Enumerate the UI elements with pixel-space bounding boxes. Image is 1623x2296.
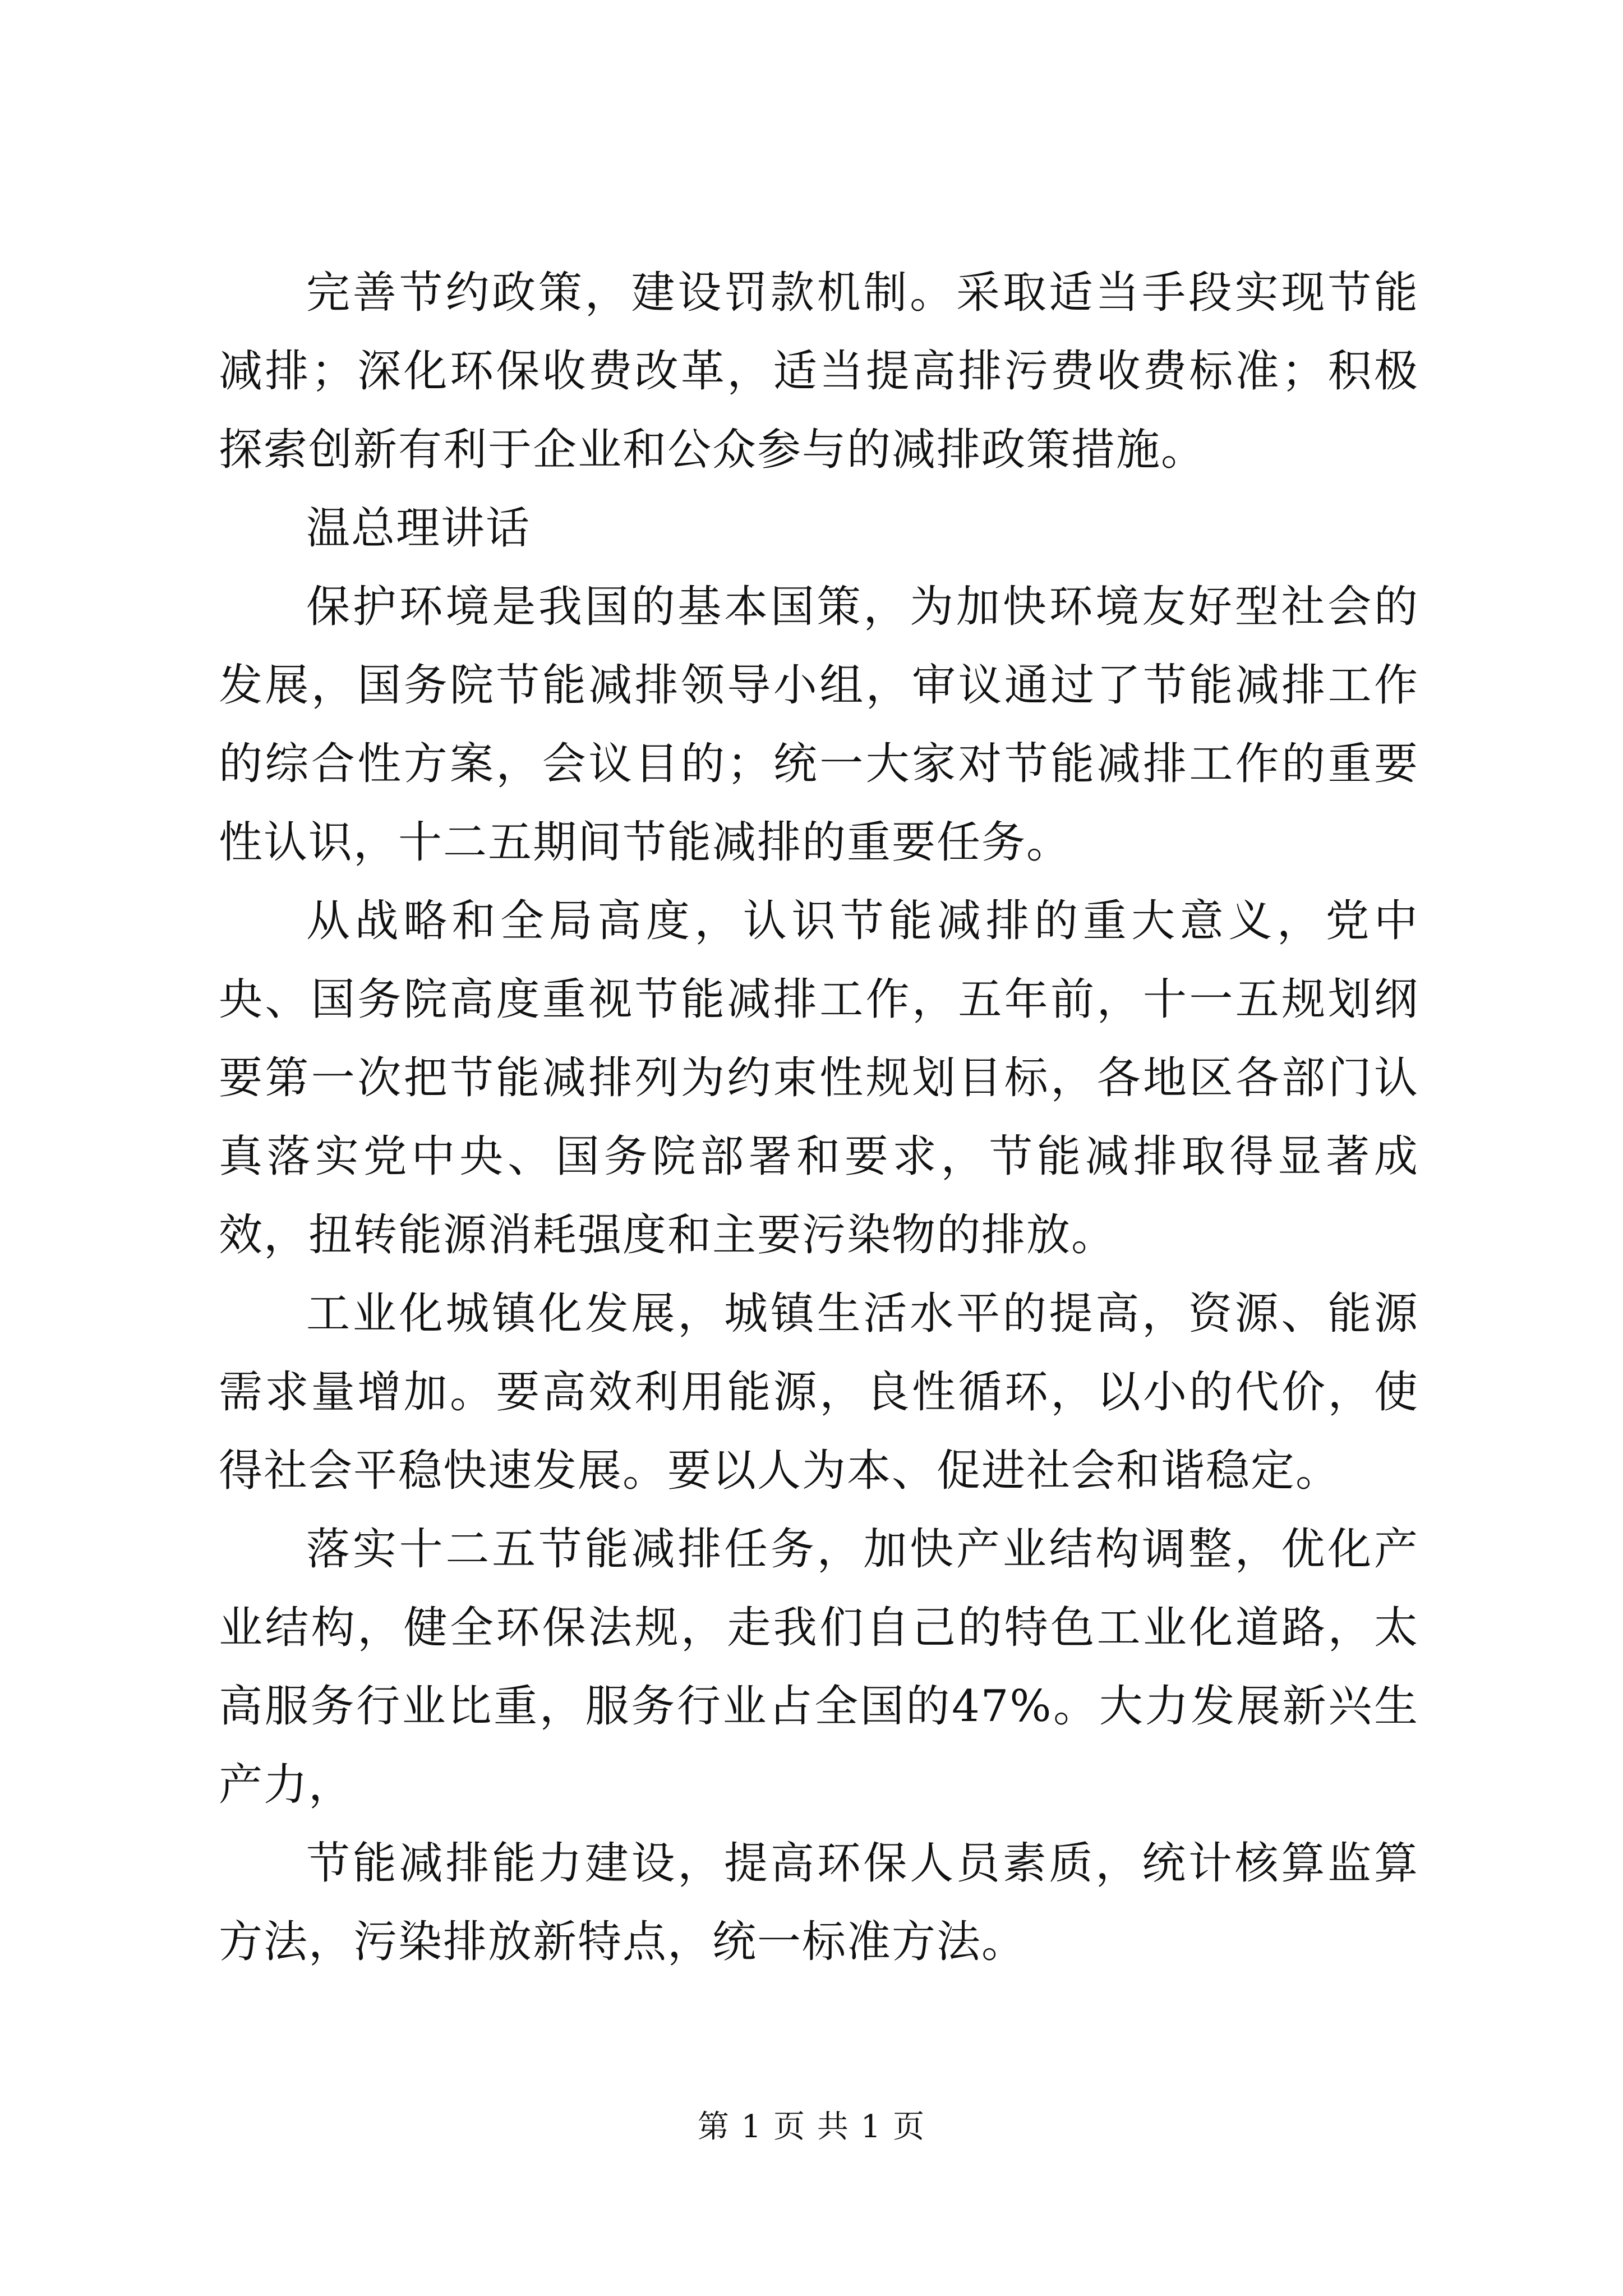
- paragraph-strategy: 从战略和全局高度，认识节能减排的重大意义，党中央、国务院高度重视节能减排工作，五年前，十一五规划纲要第一次把节能减排列为约束性规划目标，各地区各部门认真落实党中央、国务院部署和要求，节能减排取得显著成效，扭转能源消耗强度和主要污染物的排放。: [219, 896, 1419, 1260]
- paragraph-urbanization: 工业化城镇化发展，城镇生活水平的提高，资源、能源需求量增加。要高效利用能源，良性循环，以小的代价，使得社会平稳快速发展。要以人为本、促进社会和谐稳定。: [219, 1289, 1419, 1496]
- paragraph-tasks: 落实十二五节能减排任务，加快产业结构调整，优化产业结构，健全环保法规，走我们自己的特色工业化道路，太高服务行业比重，服务行业占全国的47%。大力发展新兴生产力，: [219, 1524, 1419, 1810]
- paragraph-environment: 保护环境是我国的基本国策，为加快环境友好型社会的发展，国务院节能减排领导小组，审议通过了节能减排工作的综合性方案，会议目的；统一大家对节能减排工作的重要性认识，十二五期间节能减排的重要任务。: [219, 582, 1419, 868]
- section-heading: 温总理讲话: [306, 503, 531, 554]
- paragraph-capacity: 节能减排能力建设，提高环保人员素质，统计核算监算方法，污染排放新特点，统一标准方法。: [219, 1838, 1419, 1967]
- page-footer: 第 1 页 共 1 页: [697, 2109, 926, 2145]
- document-body: [219, 254, 1419, 1981]
- paragraph-policy: 完善节约政策，建设罚款机制。采取适当手段实现节能减排；深化环保收费改革，适当提高排污费收费标准；积极探索创新有利于企业和公众参与的减排政策措施。: [219, 268, 1419, 475]
